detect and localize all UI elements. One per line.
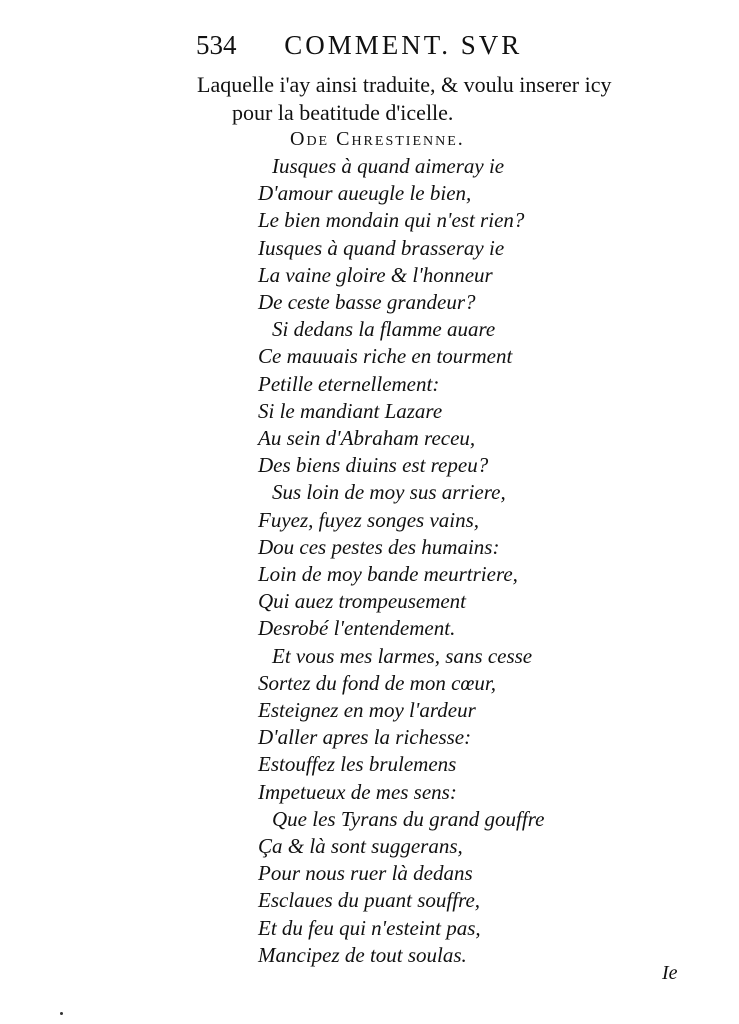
verse-line: Esclaues du puant souffre, <box>258 888 481 913</box>
verse-line: Que les Tyrans du grand gouffre <box>272 806 545 831</box>
verse-line: Qui auez trompeusement <box>258 589 467 614</box>
verse-line: Impetueux de mes sens: <box>258 779 457 804</box>
catchword: Ie <box>662 962 678 984</box>
verse-line: Au sein d'Abraham receu, <box>258 426 476 450</box>
page-header <box>196 30 522 61</box>
verse-line: Iusques à quand aimeray ie <box>272 154 505 178</box>
page-number: 534 <box>196 30 237 60</box>
verse-line: Estouffez les brulemens <box>258 752 457 777</box>
verse-line: Dou ces pestes des humains: <box>258 534 500 559</box>
verse-line: Si dedans la flamme auare <box>272 317 496 342</box>
verse-line: D'amour aueugle le bien, <box>258 181 472 206</box>
verse-line: Pour nous ruer là dedans <box>258 861 473 886</box>
verse-line: Esteignez en moy l'ardeur <box>258 698 476 722</box>
verse-line: Le bien mondain qui n'est rien? <box>258 208 525 233</box>
verse-line: De ceste basse grandeur? <box>258 290 476 314</box>
verse-line: Et du feu qui n'esteint pas, <box>258 915 481 940</box>
verse-line: Ça & là sont suggerans, <box>258 834 463 858</box>
verse-line: La vaine gloire & l'honneur <box>258 262 493 287</box>
verse-line: Desrobé l'entendement. <box>258 616 456 641</box>
verse-line: Des biens diuins est repeu? <box>258 453 489 478</box>
print-speck <box>60 1012 63 1015</box>
verse-line: Et vous mes larmes, sans cesse <box>272 643 533 668</box>
verse-line: Fuyez, fuyez songes vains, <box>258 507 480 532</box>
verse-line: Sortez du fond de mon cœur, <box>258 670 496 695</box>
verse-line: Loin de moy bande meurtriere, <box>258 562 518 586</box>
verse-line: Ce mauuais riche en tourment <box>258 344 513 369</box>
ode-title: Ode Chrestienne. <box>290 128 465 150</box>
verse-line: Iusques à quand brasseray ie <box>258 235 505 260</box>
verse-line: Si le mandiant Lazare <box>258 398 443 423</box>
intro-line-1: Laquelle i'ay ainsi traduite, & voulu inserer icy <box>197 72 612 97</box>
verse-line: Petille eternellement: <box>258 371 440 396</box>
running-title: COMMENT. SVR <box>284 30 523 60</box>
intro-line-2: pour la beatitude d'icelle. <box>232 100 454 125</box>
verse-line: Sus loin de moy sus arriere, <box>272 480 506 505</box>
verse-line: D'aller apres la richesse: <box>258 725 472 750</box>
verse-line: Mancipez de tout soulas. <box>258 942 467 967</box>
